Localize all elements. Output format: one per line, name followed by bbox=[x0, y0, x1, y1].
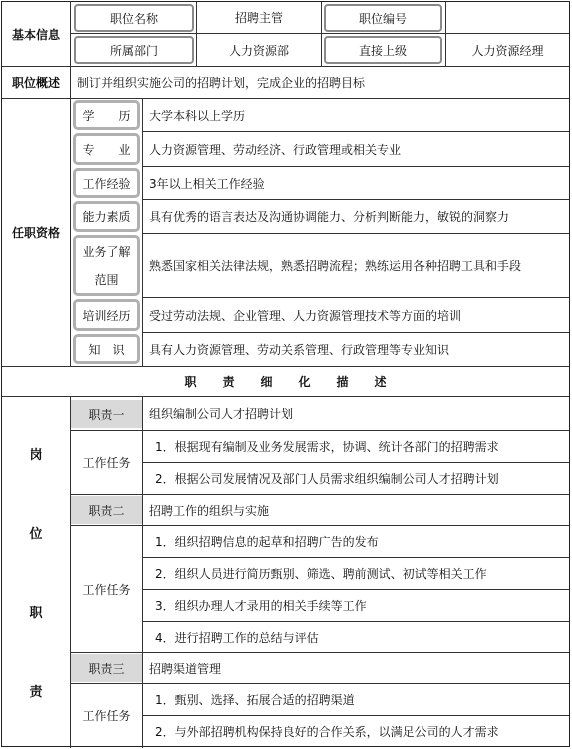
qual-value-experience: 3年以上相关工作经验 bbox=[149, 176, 265, 191]
task-3-1: 1．甄别、选择、拓展合适的招聘渠道 bbox=[155, 693, 355, 707]
qual-label-knowledge: 知 识 bbox=[73, 334, 140, 364]
label-supervisor: 直接上级 bbox=[358, 43, 407, 58]
label-position-name: 职位名称 bbox=[109, 11, 158, 26]
section-qualifications: 任职资格 bbox=[11, 225, 60, 240]
duty-title-3: 招聘渠道管理 bbox=[149, 661, 222, 676]
qual-label-training: 培训经历 bbox=[73, 299, 140, 331]
qual-value-competence: 具有优秀的语言表达及沟通协调能力、分析判断能力，敏锐的洞察力 bbox=[149, 210, 510, 224]
duties-title: 职责细化描述 bbox=[184, 375, 413, 389]
value-supervisor: 人力资源经理 bbox=[471, 43, 544, 58]
task-3-2: 2．与外部招聘机构保持良好的合作关系，以满足公司的人才需求 bbox=[155, 724, 499, 739]
value-position-name: 招聘主管 bbox=[234, 11, 283, 25]
qual-label-experience: 工作经验 bbox=[73, 168, 140, 198]
value-position-code bbox=[446, 2, 569, 33]
task-label-1: 工作任务 bbox=[82, 456, 131, 470]
label-department: 所属部门 bbox=[109, 43, 158, 58]
task-label-2: 工作任务 bbox=[82, 582, 131, 597]
qual-value-knowledge: 具有人力资源管理、劳动关系管理、行政管理等专业知识 bbox=[149, 342, 450, 357]
value-department: 人力资源部 bbox=[228, 43, 289, 58]
overview-text: 制订并组织实施公司的招聘计划，完成企业的招聘目标 bbox=[77, 76, 366, 90]
duty-label-2: 职责二 bbox=[71, 496, 142, 524]
task-2-2: 2．组织人员进行简历甄别、筛选、聘前测试、初试等相关工作 bbox=[155, 567, 487, 581]
duty-label-3: 职责三 bbox=[71, 654, 142, 682]
qual-value-business-scope: 熟悉国家相关法律法规，熟悉招聘流程；熟练运用各种招聘工具和手段 bbox=[149, 259, 522, 273]
qual-label-major: 专 业 bbox=[73, 133, 140, 165]
duty-title-1: 组织编制公司人才招聘计划 bbox=[149, 407, 294, 421]
qual-value-training: 受过劳动法规、企业管理、人力资源管理技术等方面的培训 bbox=[149, 308, 462, 323]
qual-label-competence: 能力素质 bbox=[73, 201, 140, 232]
qual-value-major: 人力资源管理、劳动经济、行政管理或相关专业 bbox=[149, 142, 402, 157]
task-2-1: 1．组织招聘信息的起草和招聘广告的发布 bbox=[155, 535, 379, 549]
task-label-3: 工作任务 bbox=[82, 708, 131, 723]
duty-title-2: 招聘工作的组织与实施 bbox=[149, 503, 270, 518]
label-overview: 职位概述 bbox=[11, 76, 60, 90]
qual-label-business-scope: 业务了解 范围 bbox=[73, 235, 140, 296]
task-1-2: 2．根据公司发展情况及部门人员需求组织编制公司人才招聘计划 bbox=[155, 472, 499, 486]
task-2-4: 4．进行招聘工作的总结与评估 bbox=[155, 630, 319, 645]
label-position-code: 职位编号 bbox=[358, 11, 407, 26]
qual-label-education: 学 历 bbox=[73, 100, 140, 130]
task-2-3: 3．组织办理人才录用的相关手续等工作 bbox=[155, 599, 367, 613]
qual-value-education: 大学本科以上学历 bbox=[149, 108, 246, 123]
duty-label-1: 职责一 bbox=[71, 400, 142, 428]
section-duties: 岗 位 职 责 bbox=[29, 447, 43, 700]
job-description-sheet bbox=[1, 1, 570, 747]
task-1-1: 1．根据现有编制及业务发展需求，协调、统计各部门的招聘需求 bbox=[155, 440, 499, 454]
section-basic-info: 基本信息 bbox=[11, 27, 60, 42]
